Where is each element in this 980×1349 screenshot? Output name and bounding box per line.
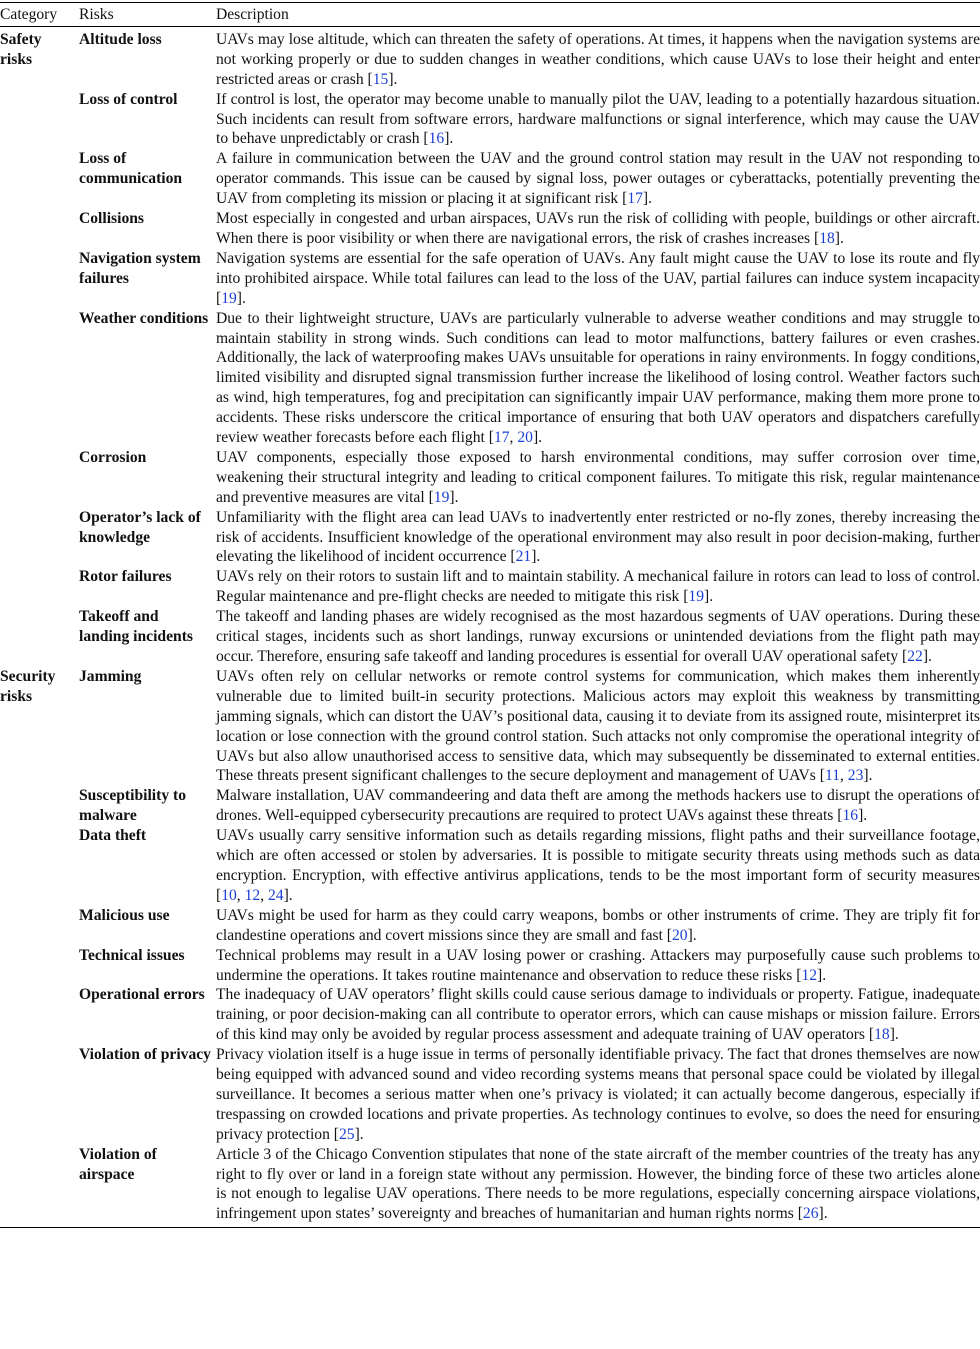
citation-link[interactable]: 21 — [515, 548, 532, 566]
risk-name-cell: Rotor failures — [79, 568, 172, 586]
description-cell — [216, 209, 980, 249]
description-text: Article 3 of the Chicago Convention stipulates that none of the state aircraft of the member countries of the treaty has any right to fly over or land in a foreign state without any permission. However, the binding force of these two articles alone is not enough to legalise UAV operations. There needs to be more regulations, especially concerning airspace violations, infringement upon states’ sovereignty and breaches of humanitarian and human rights norms [ — [216, 1145, 980, 1223]
category-cell: Security risks — [0, 667, 56, 705]
risk-name-cell: Susceptibility to malware — [79, 787, 187, 825]
header-description: Description — [216, 3, 980, 27]
citation-close: ]. — [922, 648, 932, 665]
table-row — [0, 26, 980, 89]
citation-link[interactable]: 19 — [688, 588, 704, 606]
table-row — [0, 508, 980, 568]
citation-close: ]. — [444, 130, 454, 148]
citation-link[interactable]: 19 — [221, 289, 237, 307]
description-text: UAVs may lose altitude, which can threaten the safety of operations. At times, it happens when the navigation systems are not working properly or due to sudden changes in weather conditions, which cause UAVs to lose their height and enter restricted areas or crash [ — [216, 30, 980, 88]
citation-close: ]. — [863, 767, 873, 785]
description-cell: UAVs often rely on cellular networks or remote control systems for communication, which makes them inherently vulnerable due to limited built-in security protections. Malicious actors may exploit this weakness by transmitting jamming signals, which can distort the UAV’s positional data, causing it to deviate from its assigned route, misinterpret its location or lose connection with the ground control station. Such attacks not only compromise the operational integrity of UAVs but also allow unauthorised access to sensitive data, which may subsequently be disseminated to external entities. These threats present significant challenges to the secure deployment and management of UAVs [11, 23]. — [216, 667, 980, 785]
description-cell — [216, 1145, 980, 1228]
risk-name-cell: Loss of communication — [79, 150, 183, 188]
table-row — [0, 149, 980, 209]
citation-close: ]. — [531, 548, 541, 566]
description-text: UAVs usually carry sensitive information such as details regarding missions, flight paths and their surveillance footage, which are often accessed or stolen by adversaries. It is possible to mitigate security threats using methods such as data encryption. Encryption, with effective antivirus applications, tends to be the most important form of security measures [ — [216, 827, 980, 904]
table-row — [0, 607, 980, 667]
risk-name-cell: Weather conditions — [79, 309, 209, 327]
description-cell: UAVs usually carry sensitive information such as details regarding missions, flight paths and their surveillance footage, which are often accessed or stolen by adversaries. It is possible to mitigate security threats using methods such as data encryption. Encryption, with effective antivirus applications, tends to be the most important form of security measures [10, 12, 24]. — [216, 827, 980, 904]
citation-close: ]. — [889, 1026, 899, 1044]
description-text: Privacy violation itself is a huge issue in terms of personally identifiable privacy. The fact that drones themselves are now being equipped with advanced sound and video recording systems means that personal space could be violated by illegal surveillance. It becomes a serious matter when one’s privacy is violated; it can actually become dangerous, especially if trespassing on crowded locations and private properties. As technology continues to evolve, so does the need for ensuring privacy protection [ — [216, 1046, 980, 1143]
citation-link[interactable]: 17 — [493, 429, 510, 447]
description-text: Due to their lightweight structure, UAVs are particularly vulnerable to adverse weather conditions and may struggle to maintain stability in strong winds. Such conditions can lead to motor malfunctions, battery failures or even crashes. Additionally, the lack of waterproofing makes UAVs unsuitable for operations in rainy environments. In foggy conditions, limited visibility and disrupted signal transmission further increase the likelihood of losing control. Weather factors such as wind, high temperatures, fog and precipitation can significantly impair UAV performance, making them more prone to accidents. These risks underscore the critical importance of ensuring that both UAV operators and dispatchers carefully review weather forecasts before each flight [ — [216, 309, 980, 447]
citation-link[interactable]: 12 — [244, 886, 261, 904]
risk-name-cell: Collisions — [79, 210, 144, 228]
risk-name-cell: Loss of control — [79, 90, 178, 108]
description-cell — [216, 26, 980, 89]
citation-link[interactable]: 20 — [517, 429, 533, 447]
description-cell — [216, 906, 980, 946]
description-text: Malware installation, UAV commandeering and data theft are among the methods hackers use to disrupt the operations of drones. Well-equipped cybersecurity precautions are required to protect UAVs against these threats [ — [216, 787, 980, 825]
header-category: Category — [0, 3, 79, 27]
description-cell — [216, 90, 980, 150]
description-text: The inadequacy of UAV operators’ flight skills could cause serious damage to individuals or property. Fatigue, inadequate training, or poor decision-making can all contribute to operator errors, which can cause mishaps or mission failure. Errors of this kind may only be avoided by regular process assessment and adequate training of UAV operators [ — [216, 986, 980, 1044]
citation-link[interactable]: 16 — [842, 807, 859, 825]
risk-table — [0, 2, 980, 1228]
table-row — [0, 985, 980, 1045]
description-cell — [216, 149, 980, 209]
description-text: Technical problems may result in a UAV losing power or crashing. Attackers may purposefully cause such problems to undermine the operations. It takes routine maintenance and observation to reduce these risks [ — [216, 946, 980, 984]
risk-name-cell: Malicious use — [79, 906, 170, 924]
table-row — [0, 1045, 980, 1145]
risk-name-cell: Corrosion — [79, 448, 147, 466]
description-text: A failure in communication between the UAV and the ground control station may result in the UAV not responding to operator commands. This issue can be caused by signal loss, power outages or cyberattacks, potentially preventing the UAV from completing its mission or placing it at significant risk [ — [216, 150, 980, 208]
citation-close: ]. — [834, 229, 844, 247]
citation-close: ]. — [858, 807, 868, 825]
table-row — [0, 90, 980, 150]
description-text: If control is lost, the operator may become unable to manually pilot the UAV, leading to a potentially hazardous situation. Such incidents can result from software errors, hardware malfunctions or signal interference, which may cause the UAV to behave unpredictably or crash [ — [216, 90, 980, 148]
risk-name-cell: Navigation system failures — [79, 249, 201, 287]
table-row — [0, 786, 980, 826]
description-cell — [216, 946, 980, 986]
table-row — [0, 309, 980, 448]
citation-link[interactable]: 16 — [428, 130, 445, 148]
table-row — [0, 667, 980, 786]
table-row — [0, 209, 980, 249]
description-text: Navigation systems are essential for the safe operation of UAVs. Any fault might cause the UAV to lose its route and fly into prohibited airspace. While total failures can lead to the loss of the UAV, partial failures can induce system incapacity [ — [216, 249, 980, 307]
citation-link[interactable]: 22 — [907, 648, 923, 665]
table-row — [0, 249, 980, 309]
description-cell — [216, 448, 980, 508]
description-text: UAVs often rely on cellular networks or remote control systems for communication, which makes them inherently vulnerable due to limited built-in security protections. Malicious actors may exploit this weakness by transmitting jamming signals, which can distort the UAV’s positional data, causing it to deviate from its assigned route, misinterpret its location or lose connection with the ground control station. Such attacks not only compromise the operational integrity of UAVs but also allow unauthorised access to sensitive data, which may subsequently be disseminated to external entities. These threats present significant challenges to the secure deployment and management of UAVs [ — [216, 667, 980, 785]
risk-name-cell: Altitude loss — [79, 30, 162, 48]
description-cell — [216, 508, 980, 568]
risk-name-cell: Technical issues — [79, 946, 185, 964]
risk-name-cell: Violation of privacy — [79, 1046, 211, 1064]
citation-close: ]. — [449, 488, 459, 506]
description-text: The takeoff and landing phases are widely recognised as the most hazardous segments of UAV operations. During these critical stages, incidents such as short landings, runway excursions or unintended deviations from the flight path may occur. Therefore, ensuring safe takeoff and landing procedures is essential for overall UAV operational safety [ — [216, 608, 980, 665]
citation-link[interactable]: 18 — [874, 1026, 890, 1044]
citation-link[interactable]: 10 — [221, 886, 237, 904]
table-body — [0, 26, 980, 1227]
description-text: UAVs rely on their rotors to sustain lift and to maintain stability. A mechanical failure in rotors can lead to loss of control. Regular maintenance and pre-flight checks are needed to mitigate this risk [ — [216, 568, 980, 606]
risk-name-cell: Operator’s lack of knowledge — [79, 508, 201, 546]
risk-name-cell: Operational errors — [79, 986, 205, 1004]
description-text: UAV components, especially those exposed to harsh environmental conditions, may suffer corrosion over time, weakening their structural integrity and leading to critical component failures. To mitigate this risk, regular maintenance and preventive measures are vital [ — [216, 448, 980, 506]
citation-close: ]. — [687, 926, 697, 944]
citation-link[interactable]: 18 — [819, 229, 835, 247]
citation-link[interactable]: 12 — [801, 966, 818, 984]
citation-close: ]. — [354, 1125, 364, 1143]
description-cell — [216, 985, 980, 1045]
citation-close: ]. — [388, 70, 398, 88]
table-header-row — [0, 3, 980, 27]
table-row — [0, 906, 980, 946]
description-text: Most especially in congested and urban airspaces, UAVs run the risk of colliding with people, buildings or other aircraft. When there is poor visibility or when there are navigational errors, the risk of crashes increases [ — [216, 210, 980, 247]
risk-name-cell: Violation of airspace — [79, 1145, 157, 1183]
risk-name-cell: Jamming — [79, 667, 142, 685]
citation-close: ]. — [704, 588, 714, 606]
citation-link[interactable]: 26 — [802, 1205, 819, 1223]
citation-link[interactable]: 15 — [372, 70, 389, 88]
description-cell — [216, 786, 980, 826]
citation-link[interactable]: 17 — [627, 190, 643, 208]
header-risks: Risks — [79, 3, 216, 27]
citation-close: ]. — [642, 190, 653, 208]
description-cell: Due to their lightweight structure, UAVs are particularly vulnerable to adverse weather conditions and may struggle to maintain stability in strong winds. Such conditions can lead to motor malfunctions, battery failures or even crashes. Additionally, the lack of waterproofing makes UAVs unsuitable for operations in rainy environments. In foggy conditions, limited visibility and disrupted signal transmission further increase the likelihood of losing control. Weather factors such as wind, high temperatures, fog and precipitation can significantly impair UAV performance, making them more prone to accidents. These risks underscore the critical importance of ensuring that both UAV operators and dispatchers carefully review weather forecasts before each flight [17, 20]. — [216, 309, 980, 447]
risk-name-cell: Data theft — [79, 827, 147, 845]
description-cell — [216, 249, 980, 309]
category-cell: Safety risks — [0, 30, 42, 68]
citation-close: ]. — [283, 886, 293, 904]
citation-link[interactable]: 24 — [267, 886, 284, 904]
description-cell — [216, 607, 980, 667]
risk-name-cell: Takeoff and landing incidents — [79, 608, 193, 646]
table-row — [0, 448, 980, 508]
description-text: UAVs might be used for harm as they could carry weapons, bombs or other instruments of crime. They are triply fit for clandestine operations and covert missions since they are small and fast [ — [216, 906, 980, 944]
table-row — [0, 567, 980, 607]
table-row — [0, 946, 980, 986]
citation-close: ]. — [818, 1205, 828, 1223]
citation-link[interactable]: 25 — [338, 1125, 355, 1143]
citation-link[interactable]: 20 — [671, 926, 688, 944]
description-text: Unfamiliarity with the flight area can lead UAVs to inadvertently enter restricted or no-fly zones, thereby increasing the risk of accidents. Insufficient knowledge of the operational environment may also result in poor decision-making, further elevating the likelihood of incident occurrence [ — [216, 508, 980, 566]
citation-close: ]. — [817, 966, 827, 984]
table-row — [0, 826, 980, 906]
table-row — [0, 1145, 980, 1228]
citation-link[interactable]: 11 — [824, 767, 840, 785]
citation-close: ]. — [532, 429, 543, 447]
description-cell — [216, 1045, 980, 1145]
citation-link[interactable]: 23 — [847, 767, 864, 785]
citation-close: ]. — [236, 289, 246, 307]
description-cell — [216, 567, 980, 607]
citation-link[interactable]: 19 — [433, 488, 450, 506]
